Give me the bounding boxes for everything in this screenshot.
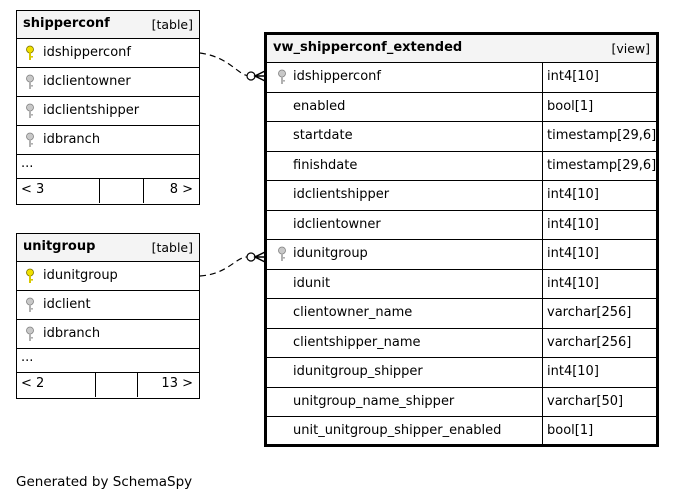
relationship-line-shipperconf[interactable] xyxy=(200,53,250,76)
many-cardinality-marker xyxy=(255,71,265,81)
column-type: timestamp[29,6] xyxy=(547,128,657,143)
column-name: idshipperconf xyxy=(43,45,131,60)
generator-credit: Generated by SchemaSpy xyxy=(16,474,193,490)
column-name: startdate xyxy=(293,128,353,143)
table-kind: [table] xyxy=(151,240,193,255)
column-name: unit_unitgroup_shipper_enabled xyxy=(293,423,502,438)
column-type: int4[10] xyxy=(547,216,599,232)
column-name: enabled xyxy=(293,98,346,114)
column-name: clientowner_name xyxy=(293,305,413,320)
column-name: idclientowner xyxy=(43,74,131,89)
parents-count[interactable]: < 2 xyxy=(21,376,45,391)
column-name: idbranch xyxy=(43,132,101,147)
parents-count[interactable]: < 3 xyxy=(21,182,45,197)
column-name: idunitgroup xyxy=(43,268,118,283)
column-type: varchar[256] xyxy=(547,305,632,320)
column-name: idshipperconf xyxy=(293,69,381,84)
table-name: unitgroup xyxy=(23,239,96,254)
column-name: idclientshipper xyxy=(293,187,390,202)
children-count[interactable]: 13 > xyxy=(161,376,193,391)
table-name: shipperconf xyxy=(23,16,110,31)
relationship-line-unitgroup[interactable] xyxy=(200,257,247,276)
column-type: int4[10] xyxy=(547,69,599,84)
view-name: vw_shipperconf_extended xyxy=(273,40,463,55)
table-kind: [table] xyxy=(151,17,193,32)
column-type: int4[10] xyxy=(547,187,599,202)
column-name: idbranch xyxy=(43,326,101,341)
column-type: bool[1] xyxy=(547,423,594,438)
column-type: timestamp[29,6] xyxy=(547,157,657,173)
column-type: int4[10] xyxy=(547,364,599,379)
column-name: idclientowner xyxy=(293,216,381,232)
ellipsis: ... xyxy=(21,156,34,171)
column-name: finishdate xyxy=(293,157,358,173)
column-type: varchar[256] xyxy=(547,334,632,350)
many-cardinality-marker xyxy=(255,252,265,262)
column-name: unitgroup_name_shipper xyxy=(293,393,455,409)
column-type: varchar[50] xyxy=(547,393,624,409)
column-type: bool[1] xyxy=(547,98,594,114)
column-name: idunit xyxy=(293,275,331,291)
column-type: int4[10] xyxy=(547,275,599,291)
column-name: clientshipper_name xyxy=(293,334,421,350)
view-kind: [view] xyxy=(611,41,650,56)
column-name: idclient xyxy=(43,297,91,312)
column-name: idunitgroup_shipper xyxy=(293,364,423,379)
ellipsis: ... xyxy=(21,350,34,365)
children-count[interactable]: 8 > xyxy=(169,182,193,197)
column-name: idunitgroup xyxy=(293,246,368,261)
column-name: idclientshipper xyxy=(43,103,140,118)
column-type: int4[10] xyxy=(547,246,599,261)
